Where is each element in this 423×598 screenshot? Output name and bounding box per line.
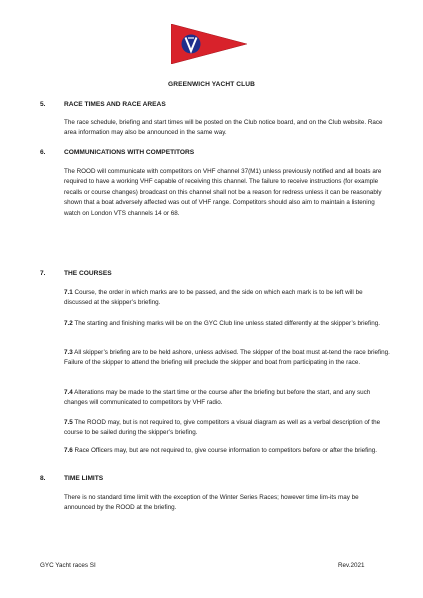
section-heading-8 (40, 475, 103, 482)
footer-document-name: GYC Yacht races SI (40, 562, 96, 569)
section-heading-5 (40, 101, 166, 108)
paragraph-text: The starting and finishing marks will be on the GYC Club line unless stated differently at the skipper’s briefing. (72, 320, 380, 327)
club-name: GREENWICH YACHT CLUB (168, 81, 255, 88)
paragraph-text: Race Officers may, but are not required to, give course information to competitors before or after the briefing. (72, 447, 378, 454)
paragraph (64, 348, 390, 369)
paragraph (64, 446, 390, 456)
section-title: TIME LIMITS (64, 475, 104, 482)
section-title: COMMUNICATIONS WITH COMPETITORS (64, 149, 195, 156)
paragraph-text: The ROOD will communicate with competitors on VHF channel 37(M1) unless previously notified and all boats are required to have a working VHF capable of receiving this channel. The failure to receive instructions (for example recalls or course changes) broadcast on this channel shall not be a reason for redress unless it can be reasonably shown that a boat adversely affected was out of VHF range. Competitors should also aim to maintain a listening watch on London VTS channels 14 or 68. (64, 168, 382, 217)
section-title: RACE TIMES AND RACE AREAS (64, 101, 166, 108)
paragraph-text: The race schedule, briefing and start times will be posted on the Club notice board, and on the Club website. Race area information may also be announced in the same way. (64, 119, 383, 137)
clause-number: 7.4 (64, 389, 73, 396)
paragraph (64, 418, 390, 439)
clause-number: 7.5 (64, 419, 73, 426)
paragraph-text: There is no standard time limit with the exception of the Winter Series Races; however time lim-its may be announced by the ROOD at the briefing. (64, 494, 359, 512)
paragraph-text: Course, the order in which marks are to be passed, and the side on which each mark is to be left will be discussed at the skipper’s briefing. (64, 289, 363, 307)
burgee-flag-icon (171, 24, 247, 64)
paragraph (64, 388, 390, 409)
clause-number: 7.2 (64, 320, 73, 327)
paragraph-text: The ROOD may, but is not required to, give competitors a visual diagram as well as a verbal description of the course to be sailed during the skipper’s briefing. (64, 419, 381, 437)
section-number: 5. (40, 101, 46, 108)
section-number: 7. (40, 270, 46, 277)
paragraph (64, 319, 390, 329)
paragraph (64, 118, 390, 139)
paragraph (64, 288, 390, 309)
section-number: 6. (40, 149, 46, 156)
paragraph (64, 493, 390, 514)
clause-number: 7.3 (64, 349, 73, 356)
section-number: 8. (40, 475, 46, 482)
clause-number: 7.6 (64, 447, 73, 454)
paragraph-text: Alterations may be made to the start time or the course after the briefing but before the start, and any such changes will communicated to competitors by VHF radio. (64, 389, 371, 407)
section-heading-6 (40, 149, 194, 156)
clause-number: 7.1 (64, 289, 73, 296)
paragraph (64, 167, 390, 219)
footer-revision: Rev.2021 (338, 562, 365, 569)
section-title: THE COURSES (64, 270, 112, 277)
paragraph-text: All skipper’s briefing are to be held ashore, unless advised. The skipper of the boat must at-tend the race briefing. Failure of the skipper to attend the briefing will preclude the skipper and boat from participating in the race. (64, 349, 390, 367)
section-heading-7 (40, 270, 112, 277)
